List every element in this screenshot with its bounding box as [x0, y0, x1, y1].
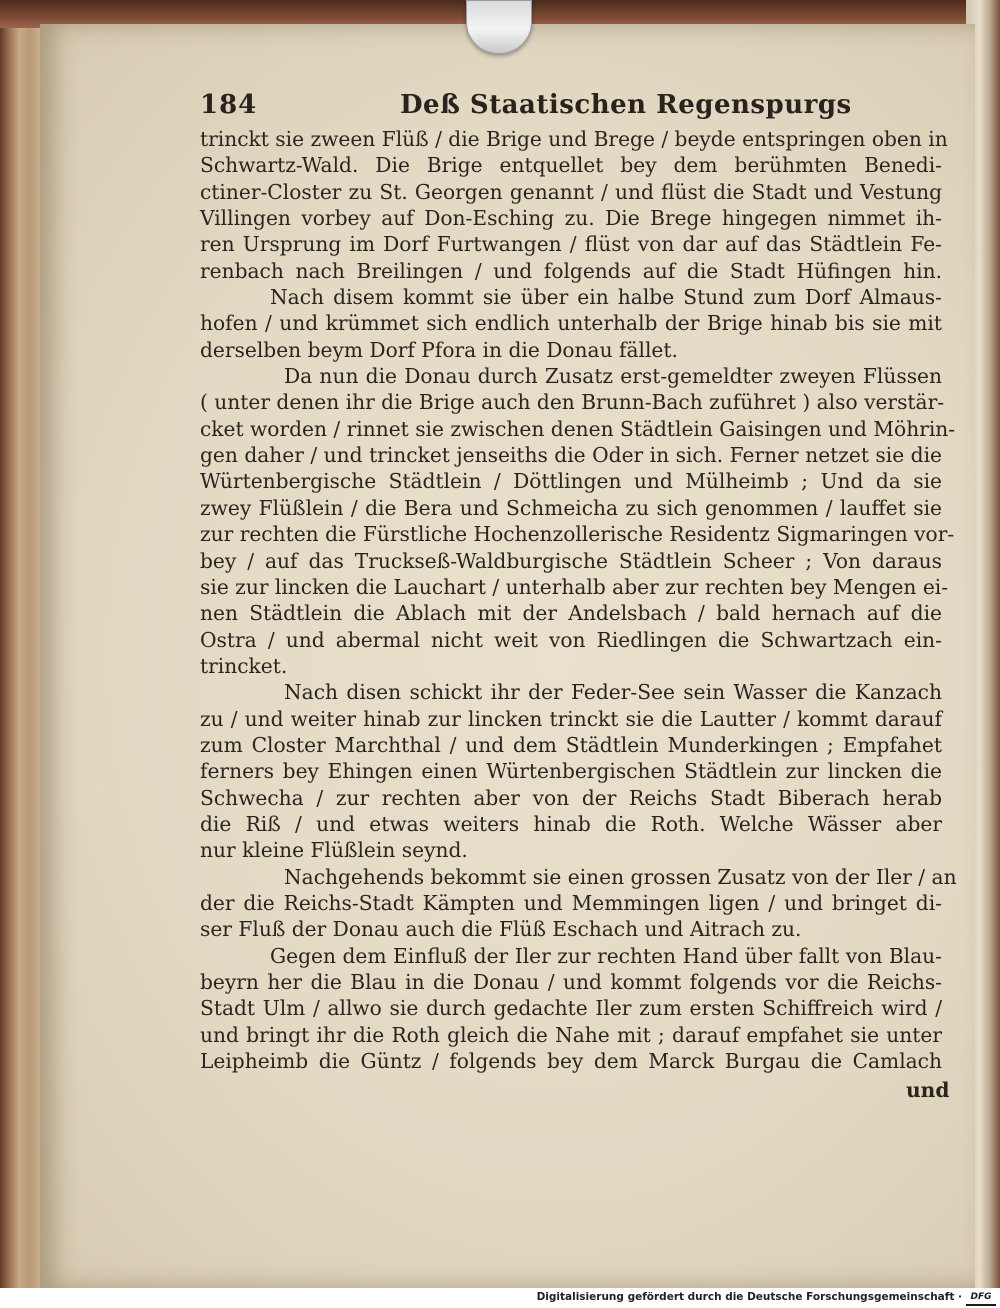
text-line: zwey Flüßlein / die Bera und Schmeicha zu sich genommen / lauffet sie: [200, 495, 942, 520]
text-line: Leipheimb die Güntz / folgends bey dem Marck Burgau die Camlach: [200, 1049, 942, 1074]
footer-credit: Digitalisierung gefördert durch die Deutsche Forschungsgemeinschaft ·: [536, 1291, 962, 1303]
text-line: Gegen dem Einfluß der Iler zur rechten Hand über fallt von Blau-: [270, 943, 942, 968]
text-line: gen daher / und trincket jenseiths die Oder in sich. Ferner netzet sie die: [200, 443, 942, 468]
text-line: hofen / und krümmet sich endlich unterhalb der Brige hinab bis sie mit: [200, 311, 942, 336]
text-line: Schwartz-Wald. Die Brige entquellet bey dem berühmten Benedi-: [200, 153, 942, 178]
text-line: ctiner-Closter zu St. Georgen genannt / und flüst die Stadt und Vestung: [200, 179, 942, 204]
footer-strip: [0, 1288, 1000, 1308]
text-line: Schwecha / zur rechten aber von der Reichs Stadt Biberach herab: [200, 785, 942, 810]
text-line: renbach nach Breilingen / und folgends auf die Stadt Hüfingen hin.: [200, 258, 942, 283]
text-line: ren Ursprung im Dorf Furtwangen / flüst von dar auf das Städtlein Fe-: [200, 232, 942, 257]
text-line: ferners bey Ehingen einen Würtenbergischen Städtlein zur lincken die: [200, 759, 942, 784]
text-line: Da nun die Donau durch Zusatz erst-gemeldter zweyen Flüssen: [284, 364, 942, 389]
body-text: [200, 126, 957, 1074]
text-line: und bringt ihr die Roth gleich die Nahe mit ; darauf empfahet sie unter: [200, 1022, 942, 1047]
text-line: ser Fluß der Donau auch die Flüß Eschach und Aitrach zu.: [200, 917, 802, 942]
text-line: derselben beym Dorf Pfora in die Donau fället.: [200, 337, 678, 362]
text-line: Nachgehends bekommt sie einen grossen Zusatz von der Iler / an: [284, 864, 957, 889]
text-line: cket worden / rinnet sie zwischen denen Städtlein Gaisingen und Möhrin-: [200, 416, 956, 441]
text-line: Nach disen schickt ihr der Feder-See sein Wasser die Kanzach: [284, 680, 942, 705]
text-line: der die Reichs-Stadt Kämpten und Memmingen ligen / und bringet di-: [200, 890, 942, 915]
text-line: zum Closter Marchthal / und dem Städtlein Munderkingen ; Empfahet: [200, 732, 942, 757]
text-line: Nach disem kommt sie über ein halbe Stund zum Dorf Almaus-: [270, 285, 942, 310]
page-header: [200, 90, 960, 124]
text-line: Stadt Ulm / allwo sie durch gedachte Iler zum ersten Schiffreich wird /: [200, 996, 942, 1021]
text-line: Ostra / und abermal nicht weit von Riedlingen die Schwartzach ein-: [200, 627, 942, 652]
text-line: zur rechten die Fürstliche Hochenzollerische Residentz Sigmaringen vor-: [200, 522, 955, 547]
text-line: beyrn her die Blau in die Donau / und kommt folgends vor die Reichs-: [200, 970, 942, 994]
text-line: bey / auf das Truckseß-Waldburgische Städtlein Scheer ; Von daraus: [200, 548, 942, 573]
text-line: Würtenbergische Städtlein / Döttlingen und Mülheimb ; Und da sie: [200, 469, 942, 494]
text-line: die Riß / und etwas weiters hinab die Roth. Welche Wässer aber: [200, 811, 942, 836]
text-line: sie zur lincken die Lauchart / unterhalb aber zur rechten bey Mengen ei-: [200, 574, 949, 599]
text-line: ( unter denen ihr die Brige auch den Brunn-Bach zuführet ) also verstär-: [200, 390, 945, 415]
dfg-logo: DFG: [966, 1291, 996, 1306]
text-line: nur kleine Flüßlein seynd.: [200, 838, 468, 863]
text-line: Villingen vorbey auf Don-Esching zu. Die Brege hingegen nimmet ih-: [200, 206, 942, 231]
text-line: trinckt sie zween Flüß / die Brige und Brege / beyde entspringen oben in: [200, 127, 948, 151]
running-title: Deß Staatischen Regenspurgs: [400, 90, 852, 120]
text-line: zu / und weiter hinab zur lincken trinckt sie die Lautter / kommt darauf: [200, 706, 942, 731]
page-number: 184: [200, 90, 258, 120]
catchword: und: [906, 1078, 950, 1102]
text-line: trincket.: [200, 653, 288, 678]
text-line: nen Städtlein die Ablach mit der Andelsbach / bald hernach auf die: [200, 601, 942, 626]
